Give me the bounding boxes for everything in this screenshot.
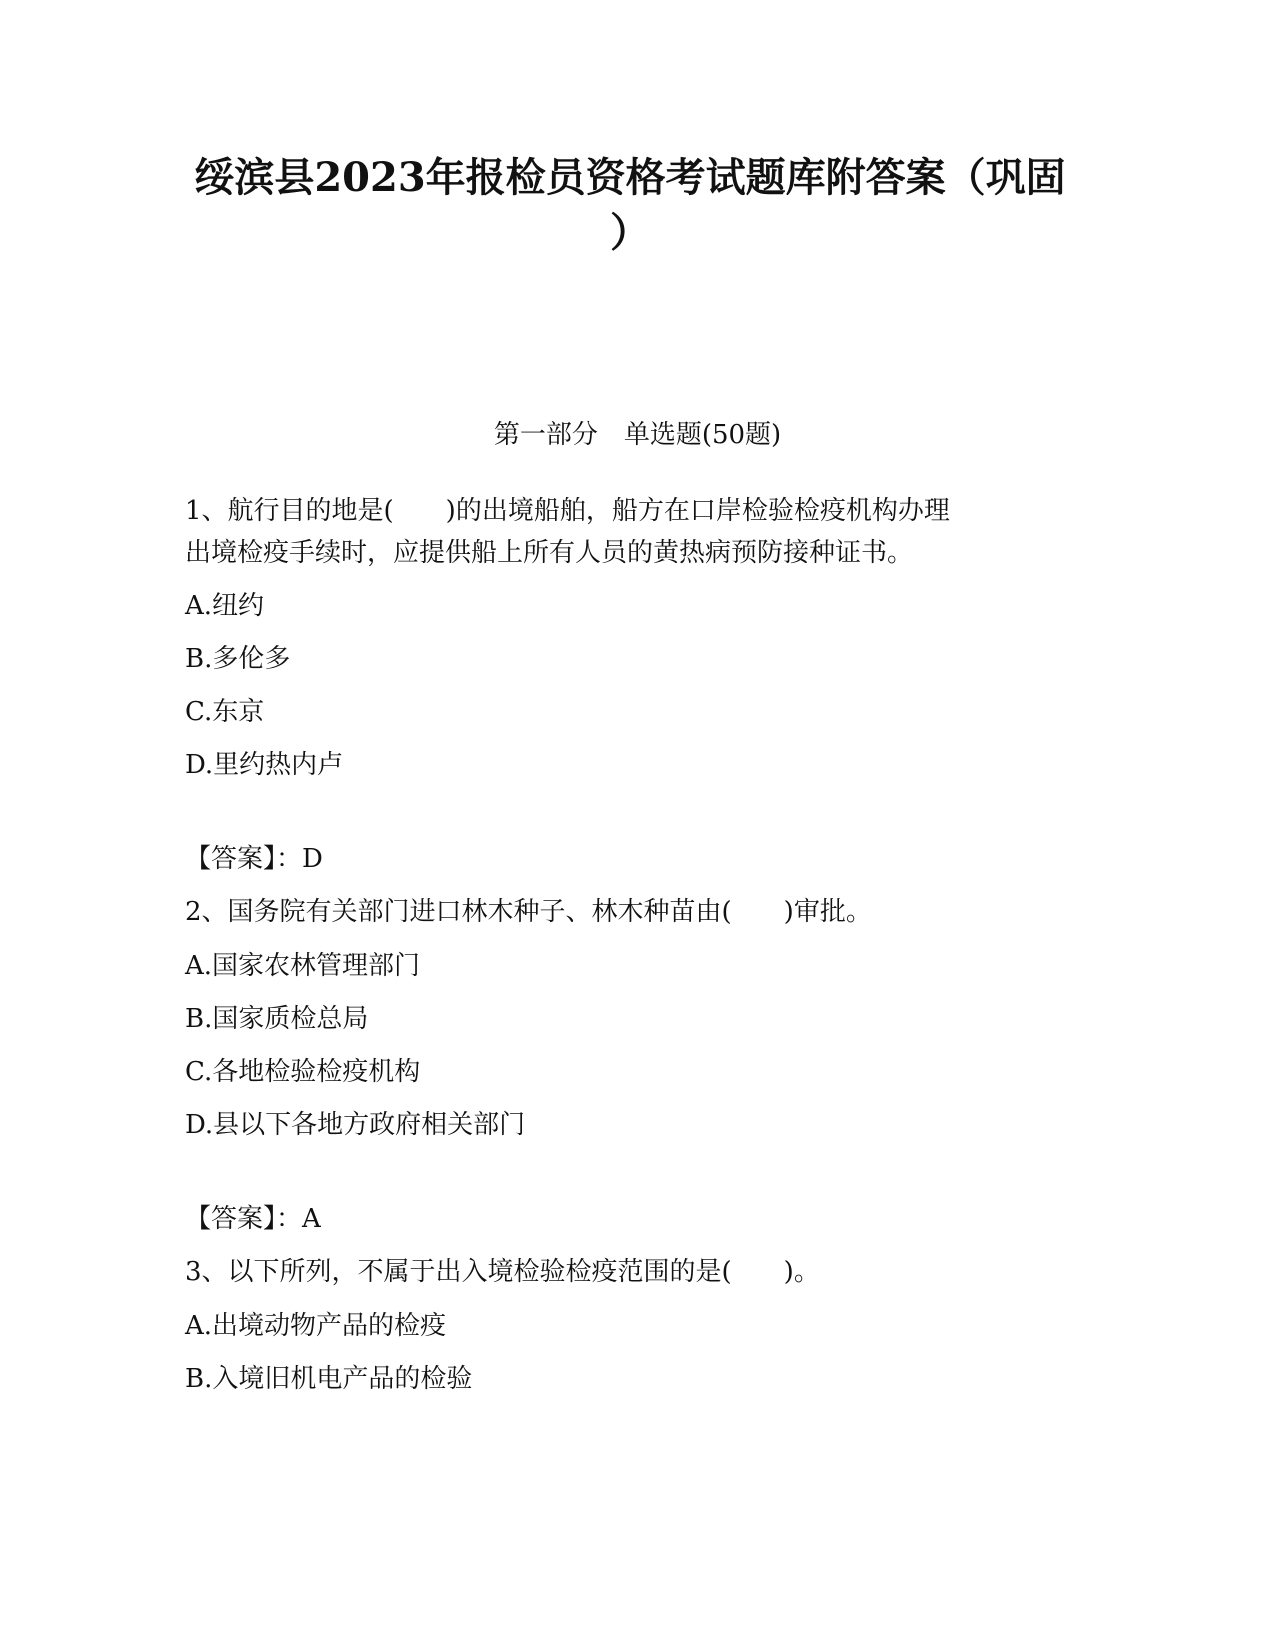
question-1-option-c: C.东京 — [185, 697, 265, 727]
question-2-answer: 【答案】：A — [185, 1204, 321, 1234]
question-1-option-d: D.里约热内卢 — [185, 750, 344, 780]
section-heading: 第一部分 单选题(50题) — [493, 420, 782, 450]
question-1-option-b: B.多伦多 — [185, 644, 291, 674]
question-3-option-a: A.出境动物产品的检疫 — [185, 1311, 447, 1341]
question-3-stem-line1: 3、以下所列，不属于出入境检验检疫范围的是( )。 — [185, 1257, 820, 1287]
question-2-option-d: D.县以下各地方政府相关部门 — [185, 1110, 526, 1140]
question-2-stem-line1: 2、国务院有关部门进口林木种子、林木种苗由( )审批。 — [185, 897, 872, 927]
question-3-option-b: B.入境旧机电产品的检验 — [185, 1364, 473, 1394]
question-2-option-c: C.各地检验检疫机构 — [185, 1057, 421, 1087]
question-1-option-a: A.纽约 — [185, 591, 265, 621]
question-1-answer: 【答案】：D — [185, 844, 323, 874]
question-2-option-a: A.国家农林管理部门 — [185, 951, 421, 981]
document-title-line1: 绥滨县2023年报检员资格考试题库附答案（巩固 — [194, 154, 1066, 201]
question-1-stem-line2: 出境检疫手续时，应提供船上所有人员的黄热病预防接种证书。 — [185, 538, 914, 568]
question-1-stem-line1: 1、航行目的地是( )的出境船舶，船方在口岸检验检疫机构办理 — [185, 496, 950, 526]
document-title-line2: ） — [610, 209, 650, 256]
question-2-option-b: B.国家质检总局 — [185, 1004, 369, 1034]
